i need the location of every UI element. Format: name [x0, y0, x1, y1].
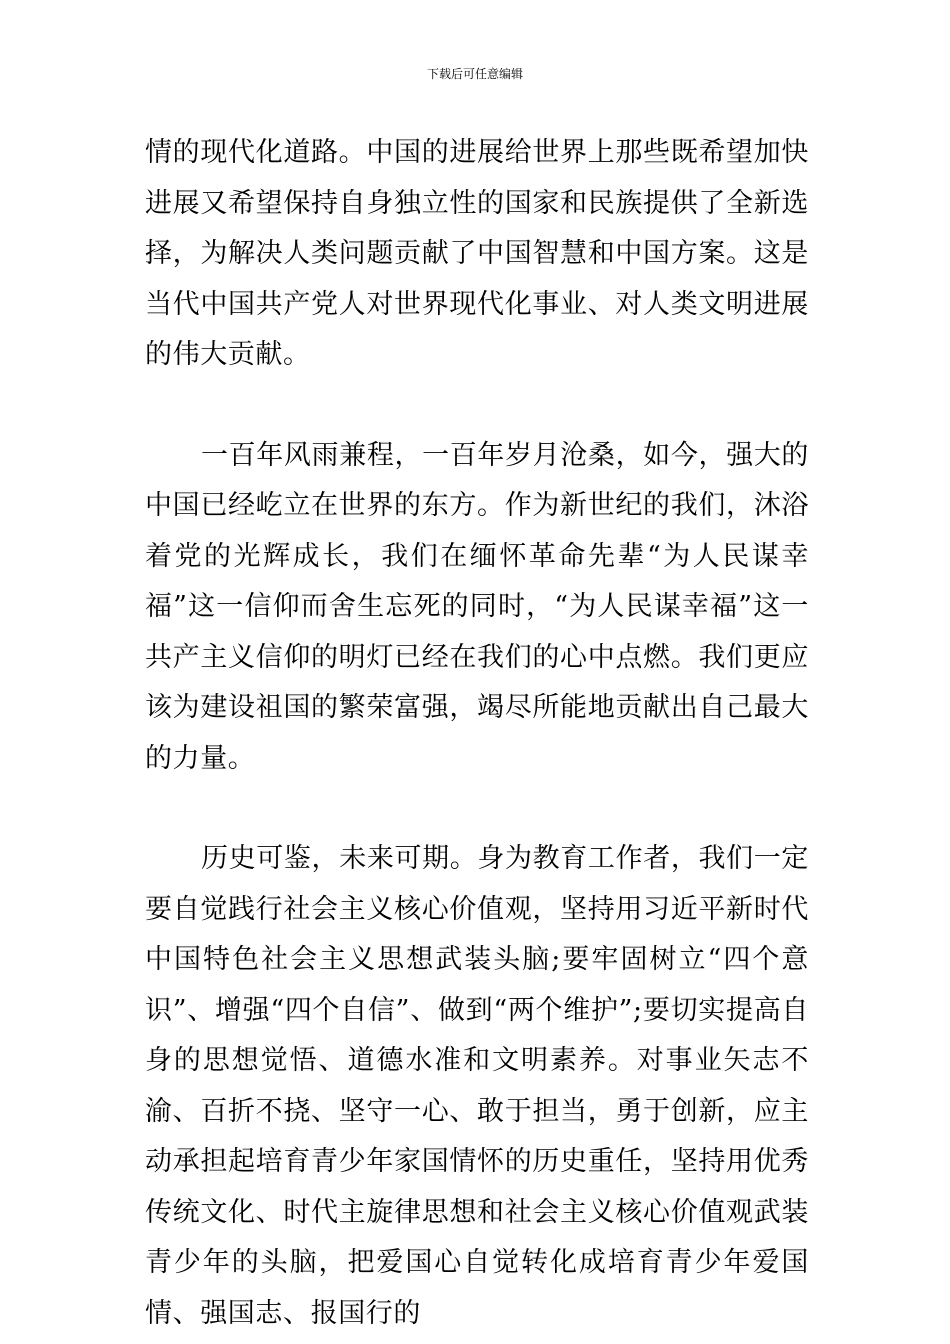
paragraph-century: 一百年风雨兼程，一百年岁月沧桑，如今，强大的中国已经屹立在世界的东方。作为新世纪的我们，沐浴着党的光辉成长，我们在缅怀革命先辈“为人民谋幸福”这一信仰而舍生忘死的同时，“为人民谋幸福”这一共产主义信仰的明灯已经在我们的心中点燃。我们更应该为建设祖国的繁荣富强，竭尽所能地贡献出自己最大的力量。	[145, 439, 809, 774]
paragraph-history: 历史可鉴，未来可期。身为教育工作者，我们一定要自觉践行社会主义核心价值观，坚持用习近平新时代中国特色社会主义思想武装头脑;要牢固树立“四个意识”、增强“四个自信”、做到“两个维护”;要切实提高自身的思想觉悟、道德水准和文明素养。对事业矢志不渝、百折不挠、坚守一心、敢于担当，勇于创新，应主动承担起培育青少年家国情怀的历史重任，坚持用优秀传统文化、时代主旋律思想和社会主义核心价值观武装青少年的头脑，把爱国心自觉转化成培育青少年爱国情、强国志、报国行的	[145, 843, 809, 1329]
document-body	[145, 128, 809, 1339]
paragraph-continuation: 情的现代化道路。中国的进展给世界上那些既希望加快进展又希望保持自身独立性的国家和民族提供了全新选择，为解决人类问题贡献了中国智慧和中国方案。这是当代中国共产党人对世界现代化事业、对人类文明进展的伟大贡献。	[145, 137, 809, 370]
page-header: 下载后可任意编辑	[426, 67, 523, 81]
